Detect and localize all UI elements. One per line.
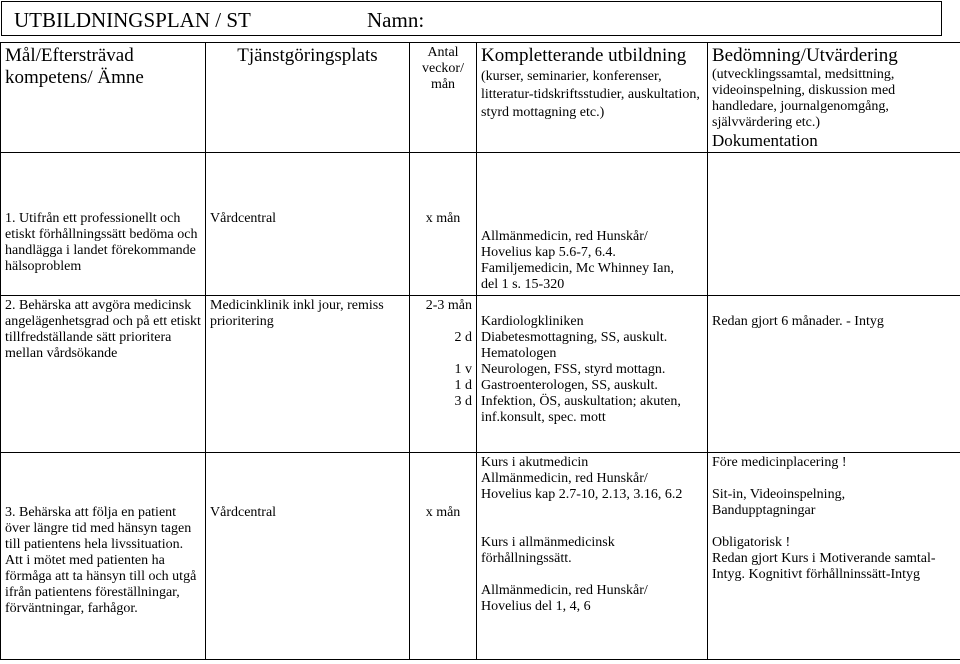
row-3-place-cell bbox=[206, 453, 410, 660]
row-2-place: Medicinklinik inkl jour, remiss prioritering bbox=[210, 298, 384, 329]
header-evaluation bbox=[708, 43, 960, 153]
row-1-place-cell bbox=[206, 153, 410, 296]
row-3-training: Kurs i akutmedicin Allmänmedicin, red Hunskår/ Hovelius kap 2.7-10, 2.13, 3.16, 6.2 Kurs i allmänmedicinsk förhållningssätt. Allmänmedicin, red Hunskår/ Hovelius del 1, 4, 6 bbox=[481, 455, 683, 614]
row-1-goal-cell bbox=[1, 153, 206, 296]
header-evaluation-title: Bedömning/Utvärdering bbox=[712, 45, 898, 66]
row-1-place: Vårdcentral bbox=[210, 211, 277, 226]
header-evaluation-doc: Dokumentation bbox=[712, 131, 818, 150]
header-training bbox=[477, 43, 708, 153]
header-training-title: Kompletterande utbildning bbox=[481, 45, 687, 66]
header-place bbox=[206, 43, 410, 153]
row-3-goal-cell bbox=[1, 453, 206, 660]
row-1-training-cell bbox=[477, 153, 708, 296]
row-2-place-cell bbox=[206, 296, 410, 453]
header-place-label: Tjänstgöringsplats bbox=[237, 45, 378, 66]
row-2-goal: 2. Behärska att avgöra medicinsk angelägenhetsgrad och på ett etiskt tillfredställande sätt prioritera mellan vårdsökande bbox=[5, 298, 201, 361]
header-goal bbox=[1, 43, 206, 153]
row-2-training-cell bbox=[477, 296, 708, 453]
row-2-time-cell bbox=[410, 296, 477, 453]
education-plan-table bbox=[0, 42, 960, 660]
row-3-training-cell bbox=[477, 453, 708, 660]
row-3-time: x mån bbox=[425, 505, 461, 520]
table-row bbox=[1, 153, 960, 296]
page-title: UTBILDNINGSPLAN / ST bbox=[14, 8, 251, 32]
header-evaluation-detail: (utvecklingssamtal, medsittning, videoinspelning, diskussion med handledare, journalgenomgång, självvärdering etc.) bbox=[712, 67, 896, 130]
table-row bbox=[1, 296, 960, 453]
row-1-time-cell bbox=[410, 153, 477, 296]
name-label: Namn: bbox=[367, 8, 425, 32]
table-row bbox=[1, 453, 960, 660]
row-3-goal: 3. Behärska att följa en patient över längre tid med hänsyn tagen till patientens hela livssituation. Att i mötet med patienten ha förmåga att ta hänsyn till och utgå ifrån patientens föreställningar, förväntningar, farhågor. bbox=[5, 505, 197, 616]
row-2-goal-cell bbox=[1, 296, 206, 453]
row-1-goal: 1. Utifrån ett professionellt och etiskt förhållningssätt bedöma och handlägga i landet förekommande hälsoproblem bbox=[5, 211, 198, 274]
header-row bbox=[1, 43, 960, 153]
row-3-evaluation: Före medicinplacering ! Sit-in, Videoinspelning, Bandupptagningar Obligatorisk ! Redan gjort Kurs i Motiverande samtal-Intyg. Kognitivt förhållninssätt-Intyg bbox=[712, 455, 936, 582]
header-time bbox=[410, 43, 477, 153]
row-1-evaluation-cell bbox=[708, 153, 960, 296]
row-3-time-cell bbox=[410, 453, 477, 660]
row-2-evaluation-cell bbox=[708, 296, 960, 453]
row-1-time: x mån bbox=[425, 211, 461, 226]
header-goal-label: Mål/Eftersträvad kompetens/ Ämne bbox=[5, 45, 144, 88]
header-time-label: Antal veckor/ mån bbox=[422, 45, 464, 92]
row-2-training: Kardiologkliniken Diabetesmottagning, SS, auskult. Hematologen Neurologen, FSS, styrd mottagn. Gastroenterologen, SS, auskult. Infektion, ÖS, auskultation; akuten, inf.konsult, spec. mott bbox=[481, 314, 681, 425]
title-bar bbox=[1, 1, 942, 36]
row-3-evaluation-cell bbox=[708, 453, 960, 660]
row-3-place: Vårdcentral bbox=[210, 505, 277, 520]
header-training-detail: (kurser, seminarier, konferenser, litteratur-tidskriftsstudier, auskultation, styrd mottagning etc.) bbox=[481, 69, 700, 120]
row-2-time: 2-3 mån 2 d 1 v 1 d 3 d bbox=[425, 298, 472, 409]
row-1-training: Allmänmedicin, red Hunskår/ Hovelius kap 5.6-7, 6.4. Familjemedicin, Mc Whinney Ian, del 1 s. 15-320 bbox=[481, 229, 674, 292]
row-2-evaluation: Redan gjort 6 månader. - Intyg bbox=[712, 314, 884, 329]
